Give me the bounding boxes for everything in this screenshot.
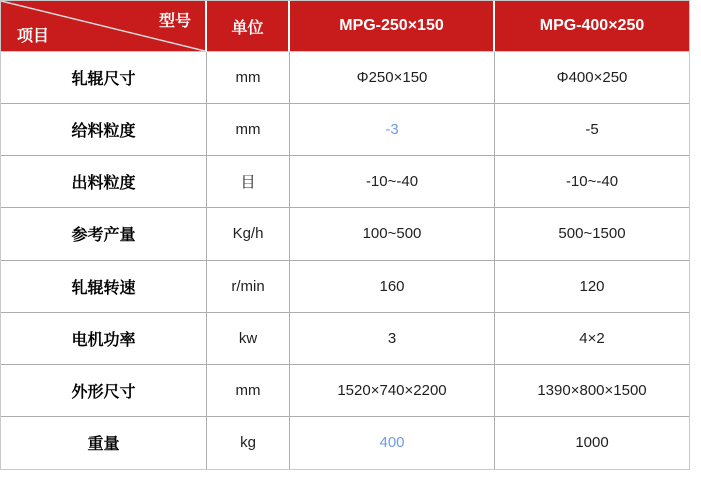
row-label: 外形尺寸 (1, 365, 207, 417)
header-model-mpg-250x150: MPG-250×150 (290, 1, 495, 52)
header-corner-cell (1, 1, 207, 52)
row-unit: mm (207, 104, 290, 156)
row-label: 轧辊转速 (1, 261, 207, 313)
row-value-mpg-400x250: Φ400×250 (495, 52, 689, 104)
row-label: 给料粒度 (1, 104, 207, 156)
row-value-mpg-400x250: 4×2 (495, 313, 689, 365)
row-value-mpg-250x150: 3 (290, 313, 495, 365)
row-label: 出料粒度 (1, 156, 207, 208)
row-unit: mm (207, 52, 290, 104)
row-value-link[interactable]: -3 (290, 104, 495, 156)
row-value-mpg-400x250: -10~-40 (495, 156, 689, 208)
row-unit: kg (207, 417, 290, 469)
row-label: 电机功率 (1, 313, 207, 365)
header-item-label: 项目 (17, 28, 50, 45)
row-value-mpg-400x250: 500~1500 (495, 208, 689, 260)
row-label: 轧辊尺寸 (1, 52, 207, 104)
row-unit: r/min (207, 261, 290, 313)
row-value-mpg-250x150: 160 (290, 261, 495, 313)
header-unit: 单位 (207, 1, 290, 52)
row-value-mpg-400x250: 1390×800×1500 (495, 365, 689, 417)
header-model-mpg-400x250: MPG-400×250 (495, 1, 689, 52)
row-unit: 目 (207, 156, 290, 208)
header-model-label: 型号 (158, 13, 191, 30)
row-value-mpg-250x150: -10~-40 (290, 156, 495, 208)
row-value-mpg-250x150: 100~500 (290, 208, 495, 260)
row-value-mpg-250x150: Φ250×150 (290, 52, 495, 104)
row-value-mpg-250x150: 1520×740×2200 (290, 365, 495, 417)
row-unit: kw (207, 313, 290, 365)
row-value-mpg-400x250: -5 (495, 104, 689, 156)
row-value-mpg-400x250: 1000 (495, 417, 689, 469)
row-unit: Kg/h (207, 208, 290, 260)
row-label: 参考产量 (1, 208, 207, 260)
row-value-mpg-400x250: 120 (495, 261, 689, 313)
row-label: 重量 (1, 417, 207, 469)
row-value-link[interactable]: 400 (290, 417, 495, 469)
row-unit: mm (207, 365, 290, 417)
